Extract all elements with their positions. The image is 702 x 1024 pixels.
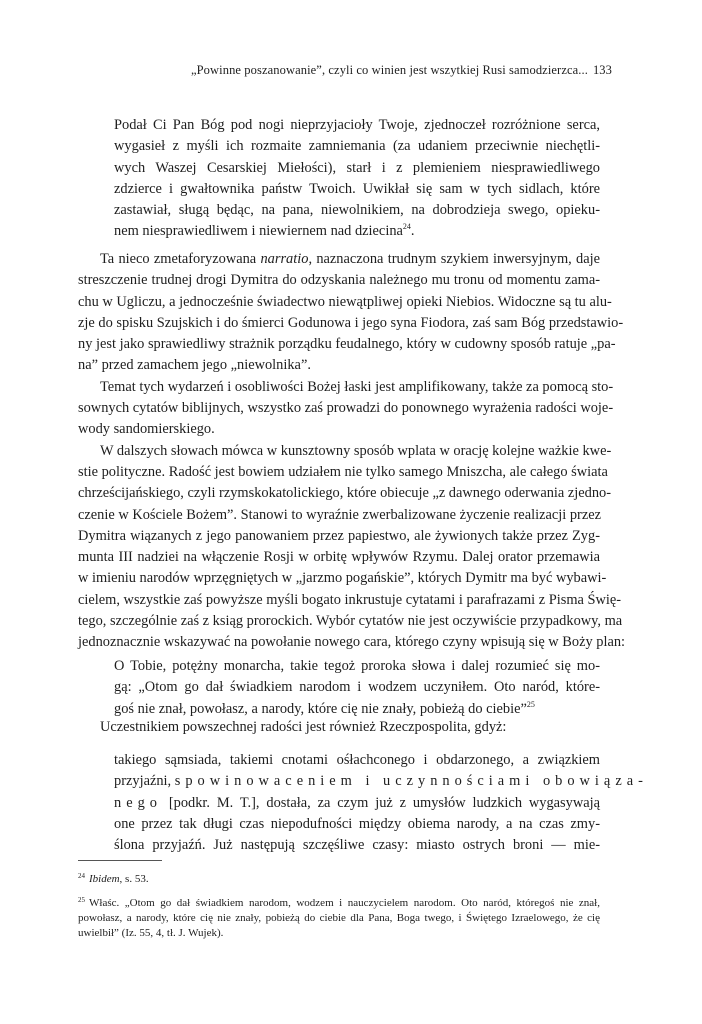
body-line: sownych cytatów biblijnych, wszystko zaś prowadzi do ponownego wyrażenia radości woje-	[78, 400, 614, 417]
block-quote-1	[114, 115, 600, 243]
footnote-ibidem: Ibidem	[89, 873, 120, 885]
footnotes	[78, 869, 600, 941]
footnote-mark: 25	[78, 896, 85, 904]
footnote-25	[78, 893, 600, 941]
body-line: w imieniu narodów wprzęgniętych w „jarzmo pogańskie”, których Dymitr ma być wybawi-	[78, 570, 607, 587]
body-line: czenie w Kościele Bożem”. Stanowi to wyraźnie zwerbalizowane życzenie realizacji przez	[78, 506, 601, 523]
body-line: chu w Ugliczu, a jednocześnie świadectwo niewątpliwej opieki Niebios. Widoczne są tu alu-	[78, 293, 612, 310]
quote1-last-line: nem niesprawiedliwem i niewiernem nad dziecina$^{24}$.	[114, 222, 415, 240]
quote3-line: takiego sąmsiada, takiemi cnotami ośłachconego i obdarzonego, a związkiem	[114, 752, 600, 768]
footnote-text: , s. 53.	[119, 873, 149, 885]
body-line: Uczestnikiem powszechnej radości jest również Rzeczpospolita, gdyż:	[100, 719, 507, 735]
body-line: zje do spisku Szujskich i do śmierci Godunowa i jego syna Fiodora, zaś sam Bóg przedstawio-	[78, 314, 624, 331]
footnote-line	[78, 893, 600, 911]
quote3-line	[114, 771, 648, 792]
quote2-line: O Tobie, potężny monarcha, takie tegoż proroka słowa i dalej rozumieć się mo-	[114, 658, 600, 674]
body-line: munta III nadziei na włączenie Rosji w orbitę wpływów Rzymu. Dalej orator przemawia	[78, 549, 600, 566]
quote1-line: wygasieł z myśli ich rozmaite zamniemania (za udaniem przeciwnie niechętli-	[114, 138, 600, 155]
quote1-line: Podał Ci Pan Bóg pod nogi nieprzyjacioły Twoje, zjednoczeł rozróżnione serca,	[114, 117, 600, 133]
footnote-ref-25: 25	[526, 699, 535, 709]
quote3-line: one przez tak długi czas niepodufności między obiema narody, a na czas zmy-	[114, 815, 600, 832]
quote1-line: zdzierce i gwałtownika państw Twoich. Uwikłał się sam w tych sidlach, które	[114, 180, 600, 197]
emphasis-spaced: nego	[114, 794, 162, 811]
footnote-line: powołasz, a narody, które cię nie znały, pobieżą do ciebie dla Pana, Boga twego, i Świętego Izraelowego, że cię	[78, 912, 600, 924]
emphasis-italic: narratio	[260, 251, 309, 267]
emphasis-spaced: spowinowaceniem i uczynnościami obowiąza-	[174, 773, 648, 790]
body-text	[78, 249, 626, 654]
body-line: Dymitra wiązanych z jego panowaniem przez papiestwo, ale żywionych także przez Zyg-	[78, 527, 600, 544]
quote3-line: ślona przyjaźń. Już następują szczęśliwe czasy: miasto ostrych broni — mie-	[114, 837, 600, 854]
body-line: ny jest jako sprawiedliwy strażnik porządku feudalnego, który w cudowny sposób ratuje „pa-	[78, 336, 616, 353]
quote3-line	[114, 793, 600, 814]
running-head	[120, 63, 612, 78]
quote3-text: [podkr. M. T.], dostała, za czym już z umysłów ludzkich wygasywają	[161, 794, 600, 811]
quote2-line: gą: „Otom go dał świadkiem narodom i wodzem uczyniłem. Oto naród, które-	[114, 679, 600, 696]
quote1-line: zastawiał, sługą będąc, na pana, niewolnikiem, na dobrodzieja swego, opieku-	[114, 202, 600, 219]
body-line: W dalszych słowach mówca w kunsztowny sposób wplata w orację kolejne ważkie kwe-	[100, 442, 612, 459]
block-quote-2	[114, 656, 600, 720]
quote1-line: nem niesprawiedliwem i niewiernem nad dziecina	[114, 223, 403, 240]
block-quote-3	[114, 750, 648, 856]
footnote-mark: 24	[78, 872, 85, 880]
body-line: wody sandomierskiego.	[78, 421, 215, 438]
body-line: jednoznacznie wskazywać na powołanie nowego cara, którego czyny wpisują się w Boży plan:	[78, 634, 626, 651]
body-line: chrześcijańskiego, czyli rzymskokatolickiego, które obiecuje „z dawnego oderwania zjedno-	[78, 485, 612, 502]
footnote-text: Właśc. „Otom go dał świadkiem narodom, wodzem i nauczycielem narodom. Oto naród, któregoś nie znał,	[89, 897, 600, 909]
quote2-line: goś nie znał, powołasz, a narody, które cię nie znały, pobieżą do ciebie”	[114, 700, 527, 717]
body-line: tego, szczególnie zaś z ksiąg prorockich. Wybór cytatów nie jest oczywiście przypadkowy, ma	[78, 613, 623, 630]
body-line: stie polityczne. Radość jest bowiem udziałem nie tylko samego Mniszcha, ale całego świata	[78, 463, 608, 480]
footnote-ref-24: 24	[402, 222, 411, 232]
quote3-text: przyjaźni,	[114, 773, 172, 790]
page-number: 133	[592, 63, 612, 77]
running-title: „Powinne poszanowanie”, czyli co winien jest wszytkiej Rusi samodzierzca...	[190, 63, 588, 77]
body-line: na” przed zamachem jego „niewolnika”.	[78, 357, 311, 374]
body-line: streszczenie trudnej drogi Dymitra do odzyskania należnego mu tronu od momentu zama-	[78, 272, 600, 289]
body-line: Ta nieco zmetaforyzowana narratio, naznaczona trudnym szykiem inwersyjnym, daje	[100, 251, 601, 267]
footnote-line: uwielbił” (Iz. 55, 4, tł. J. Wujek).	[78, 927, 224, 939]
footnote-24	[78, 869, 600, 887]
body-line: cielem, wszystkie zaś powyższe myśli bogato inkrustuje cytatami i parafrazami z Pisma Świę-	[78, 591, 622, 608]
body-line: Temat tych wydarzeń i osobliwości Bożej łaski jest amplifikowany, także za pomocą sto-	[100, 378, 614, 395]
footnote-rule	[78, 860, 162, 861]
quote1-line: wych Waszej Cesarskiej Miełości), starł i z plemieniem niesprawiedliwego	[114, 159, 600, 176]
body-text-2	[78, 717, 600, 738]
